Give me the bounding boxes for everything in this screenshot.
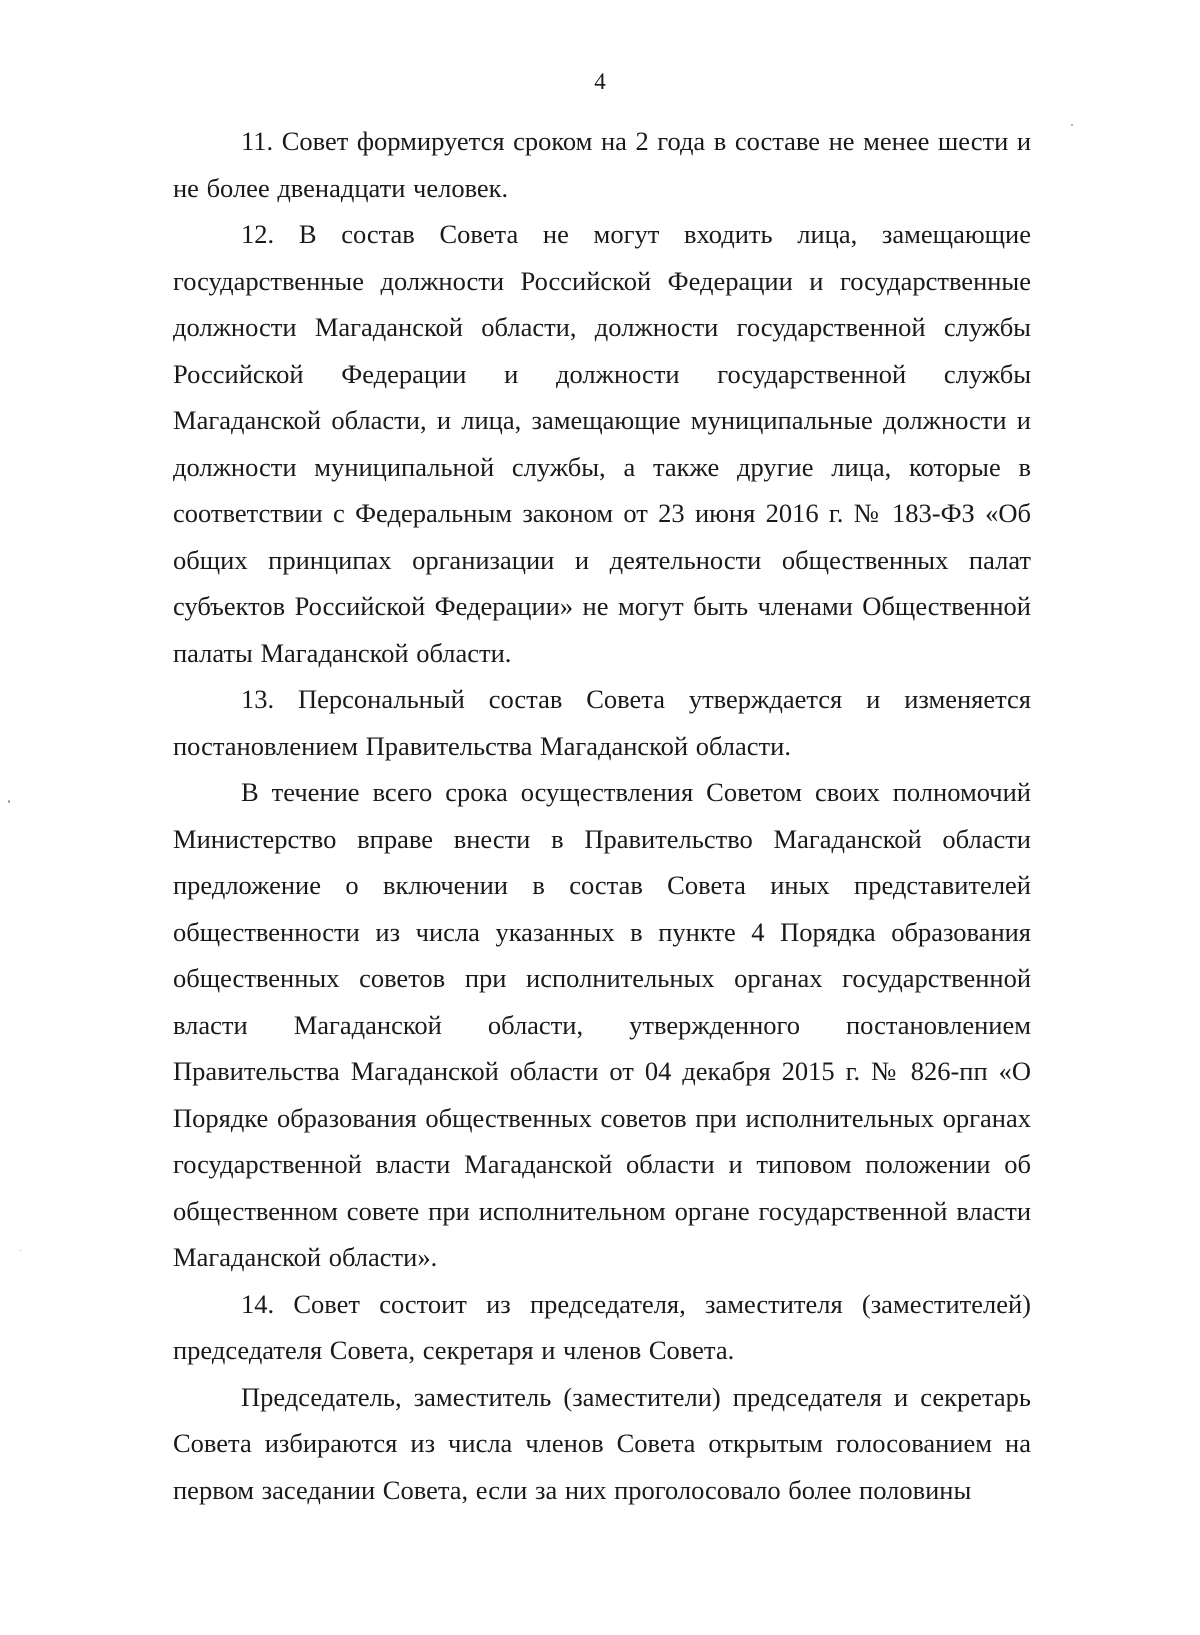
paragraph-14: 14. Совет состоит из председателя, заместителя (заместителей) председателя Совета, секретаря и членов Совета. [173,1288,1031,1365]
scan-speck [1071,124,1073,126]
document-body [173,118,1031,1513]
scan-speck [20,1250,21,1251]
paragraph-14-continued: Председатель, заместитель (заместители) председателя и секретарь Совета избираются из числа членов Совета открытым голосованием на первом заседании Совета, если за них проголосовало более половины [173,1381,1031,1505]
scan-speck [8,800,10,803]
paragraph-12: 12. В состав Совета не могут входить лица, замещающие государственные должности Российской Федерации и государственные должности Магаданской области, должности государственной службы Российской Федерации и должности государственной службы Магаданской области, и лица, замещающие муниципальные должности и должности муниципальной службы, а также другие лица, которые в соответствии с Федеральным законом от 23 июня 2016 г. № 183-ФЗ «Об общих принципах организации и деятельности общественных палат субъектов Российской Федерации» не могут быть членами Общественной палаты Магаданской области. [173,219,1031,668]
paragraph-13: 13. Персональный состав Совета утверждается и изменяется постановлением Правительства Магаданской области. [173,684,1031,761]
paragraph-13-continued: В течение всего срока осуществления Советом своих полномочий Министерство вправе внести в Правительство Магаданской области предложение о включении в состав Совета иных представителей общественности из числа указанных в пункте 4 Порядка образования общественных советов при исполнительных органах государственной власти Магаданской области, утвержденного постановлением Правительства Магаданской области от 04 декабря 2015 г. № 826-пп «О Порядке образования общественных советов при исполнительных органах государственной власти Магаданской области и типовом положении об общественном совете при исполнительном органе государственной власти Магаданской области». [173,777,1031,1272]
paragraph-11: 11. Совет формируется сроком на 2 года в составе не менее шести и не более двенадцати человек. [173,126,1031,203]
page-number: 4 [594,69,606,94]
